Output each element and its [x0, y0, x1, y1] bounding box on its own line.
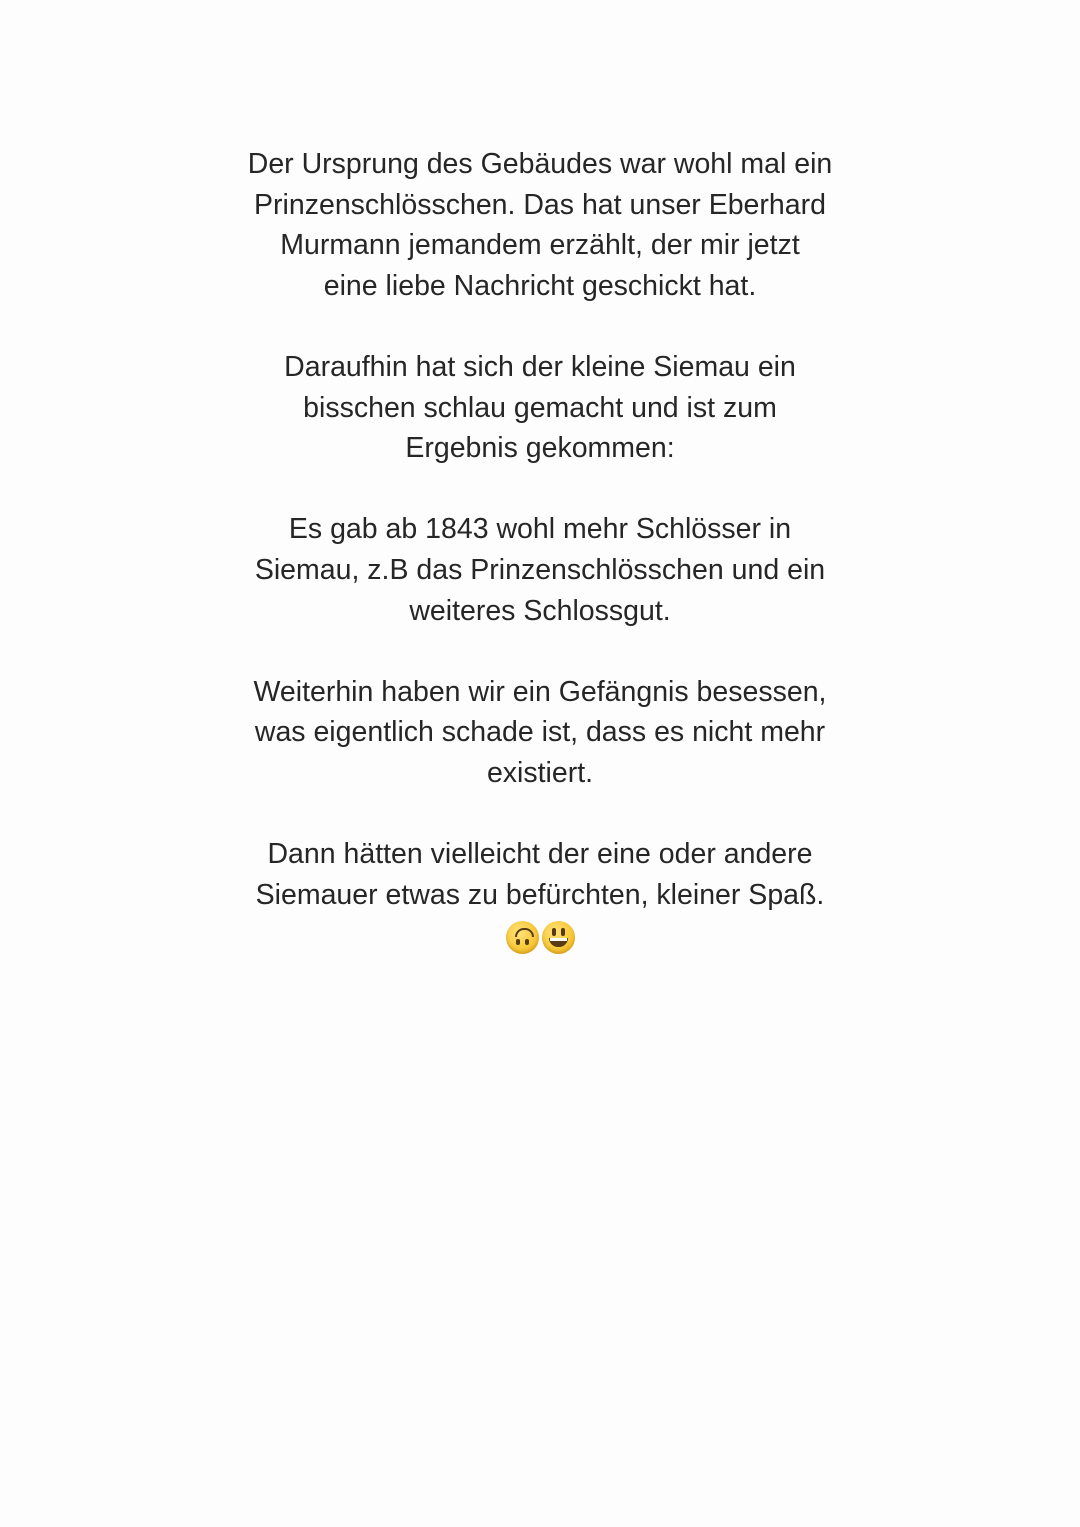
text-line: Dann hätten vielleicht der eine oder andere: [267, 838, 813, 871]
text-line: Prinzenschlösschen. Das hat unser Eberhard: [254, 188, 826, 221]
text-line: Siemau, z.B das Prinzenschlösschen und ein: [254, 553, 826, 586]
paragraph-prison: [220, 672, 860, 794]
text-line: weiteres Schlossgut.: [409, 594, 671, 627]
text-line: existiert.: [486, 756, 594, 789]
text-line: Weiterhin haben wir ein Gefängnis besessen,: [253, 675, 827, 708]
text-line: Siemauer etwas zu befürchten, kleiner Spaß.: [255, 878, 825, 911]
paragraph-joke: [220, 834, 860, 956]
text-line: was eigentlich schade ist, dass es nicht mehr: [254, 716, 826, 749]
text-line: Murmann jemandem erzählt, der mir jetzt: [280, 229, 800, 262]
paragraph-castles: [220, 509, 860, 631]
text-line: Ergebnis gekommen:: [405, 432, 675, 465]
grinning-face-icon: [542, 921, 575, 954]
upside-down-face-icon: [506, 921, 539, 954]
text-line: Der Ursprung des Gebäudes war wohl mal ein: [247, 148, 833, 180]
text-line: eine liebe Nachricht geschickt hat.: [323, 269, 757, 302]
emoji-row: [220, 915, 860, 956]
text-line: bisschen schlau gemacht und ist zum: [303, 391, 777, 424]
text-line: Daraufhin hat sich der kleine Siemau ein: [284, 350, 796, 383]
paragraph-research: [220, 347, 860, 469]
text-line: Es gab ab 1843 wohl mehr Schlösser in: [288, 513, 792, 546]
story-text: [0, 144, 1080, 996]
paragraph-origin: [220, 144, 860, 306]
